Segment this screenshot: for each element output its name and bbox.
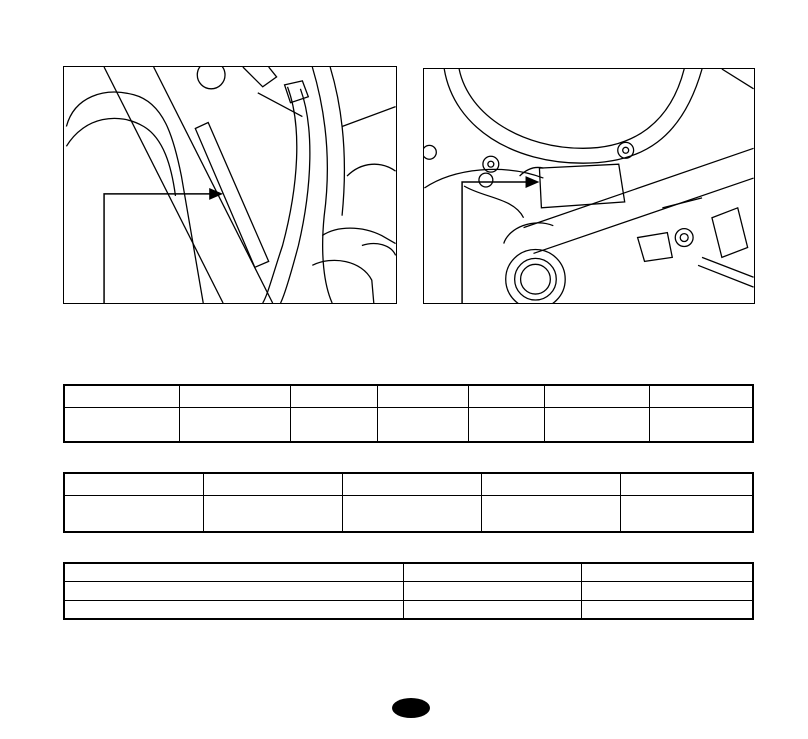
table-cell	[468, 385, 544, 407]
table-row	[64, 581, 753, 600]
table-cell	[377, 407, 468, 442]
table-cell	[481, 473, 620, 495]
table-cell	[649, 407, 753, 442]
table-cell	[581, 581, 753, 600]
spec-table-2	[63, 472, 754, 533]
spec-table-3	[63, 562, 754, 620]
table-cell	[468, 407, 544, 442]
table-cell	[64, 385, 179, 407]
table-cell	[620, 473, 753, 495]
table-cell	[64, 563, 403, 581]
table-header-row	[64, 385, 753, 407]
table-cell	[403, 581, 581, 600]
table-cell	[290, 407, 377, 442]
table-cell	[64, 495, 203, 532]
table-header-row	[64, 473, 753, 495]
table-header-row	[64, 563, 753, 581]
table-row	[64, 495, 753, 532]
table-cell	[203, 473, 342, 495]
table-row	[64, 407, 753, 442]
table-cell	[64, 600, 403, 619]
table-cell	[64, 581, 403, 600]
table-cell	[581, 600, 753, 619]
table-cell	[581, 563, 753, 581]
table-cell	[342, 473, 481, 495]
table-cell	[290, 385, 377, 407]
table-cell	[544, 407, 649, 442]
table-cell	[377, 385, 468, 407]
table-cell	[403, 600, 581, 619]
figure-right-engine-view	[423, 68, 755, 304]
table-cell	[620, 495, 753, 532]
engine-illustration-left	[64, 67, 396, 303]
table-cell	[179, 407, 290, 442]
table-cell	[179, 385, 290, 407]
spec-table-1	[63, 384, 754, 443]
table-cell	[64, 407, 179, 442]
engine-illustration-right	[424, 69, 754, 303]
table-cell	[203, 495, 342, 532]
table-row	[64, 600, 753, 619]
page-number-badge	[392, 698, 430, 718]
table-cell	[64, 473, 203, 495]
table-cell	[649, 385, 753, 407]
figure-left-engine-view	[63, 66, 397, 304]
table-cell	[403, 563, 581, 581]
table-cell	[544, 385, 649, 407]
table-cell	[481, 495, 620, 532]
table-cell	[342, 495, 481, 532]
